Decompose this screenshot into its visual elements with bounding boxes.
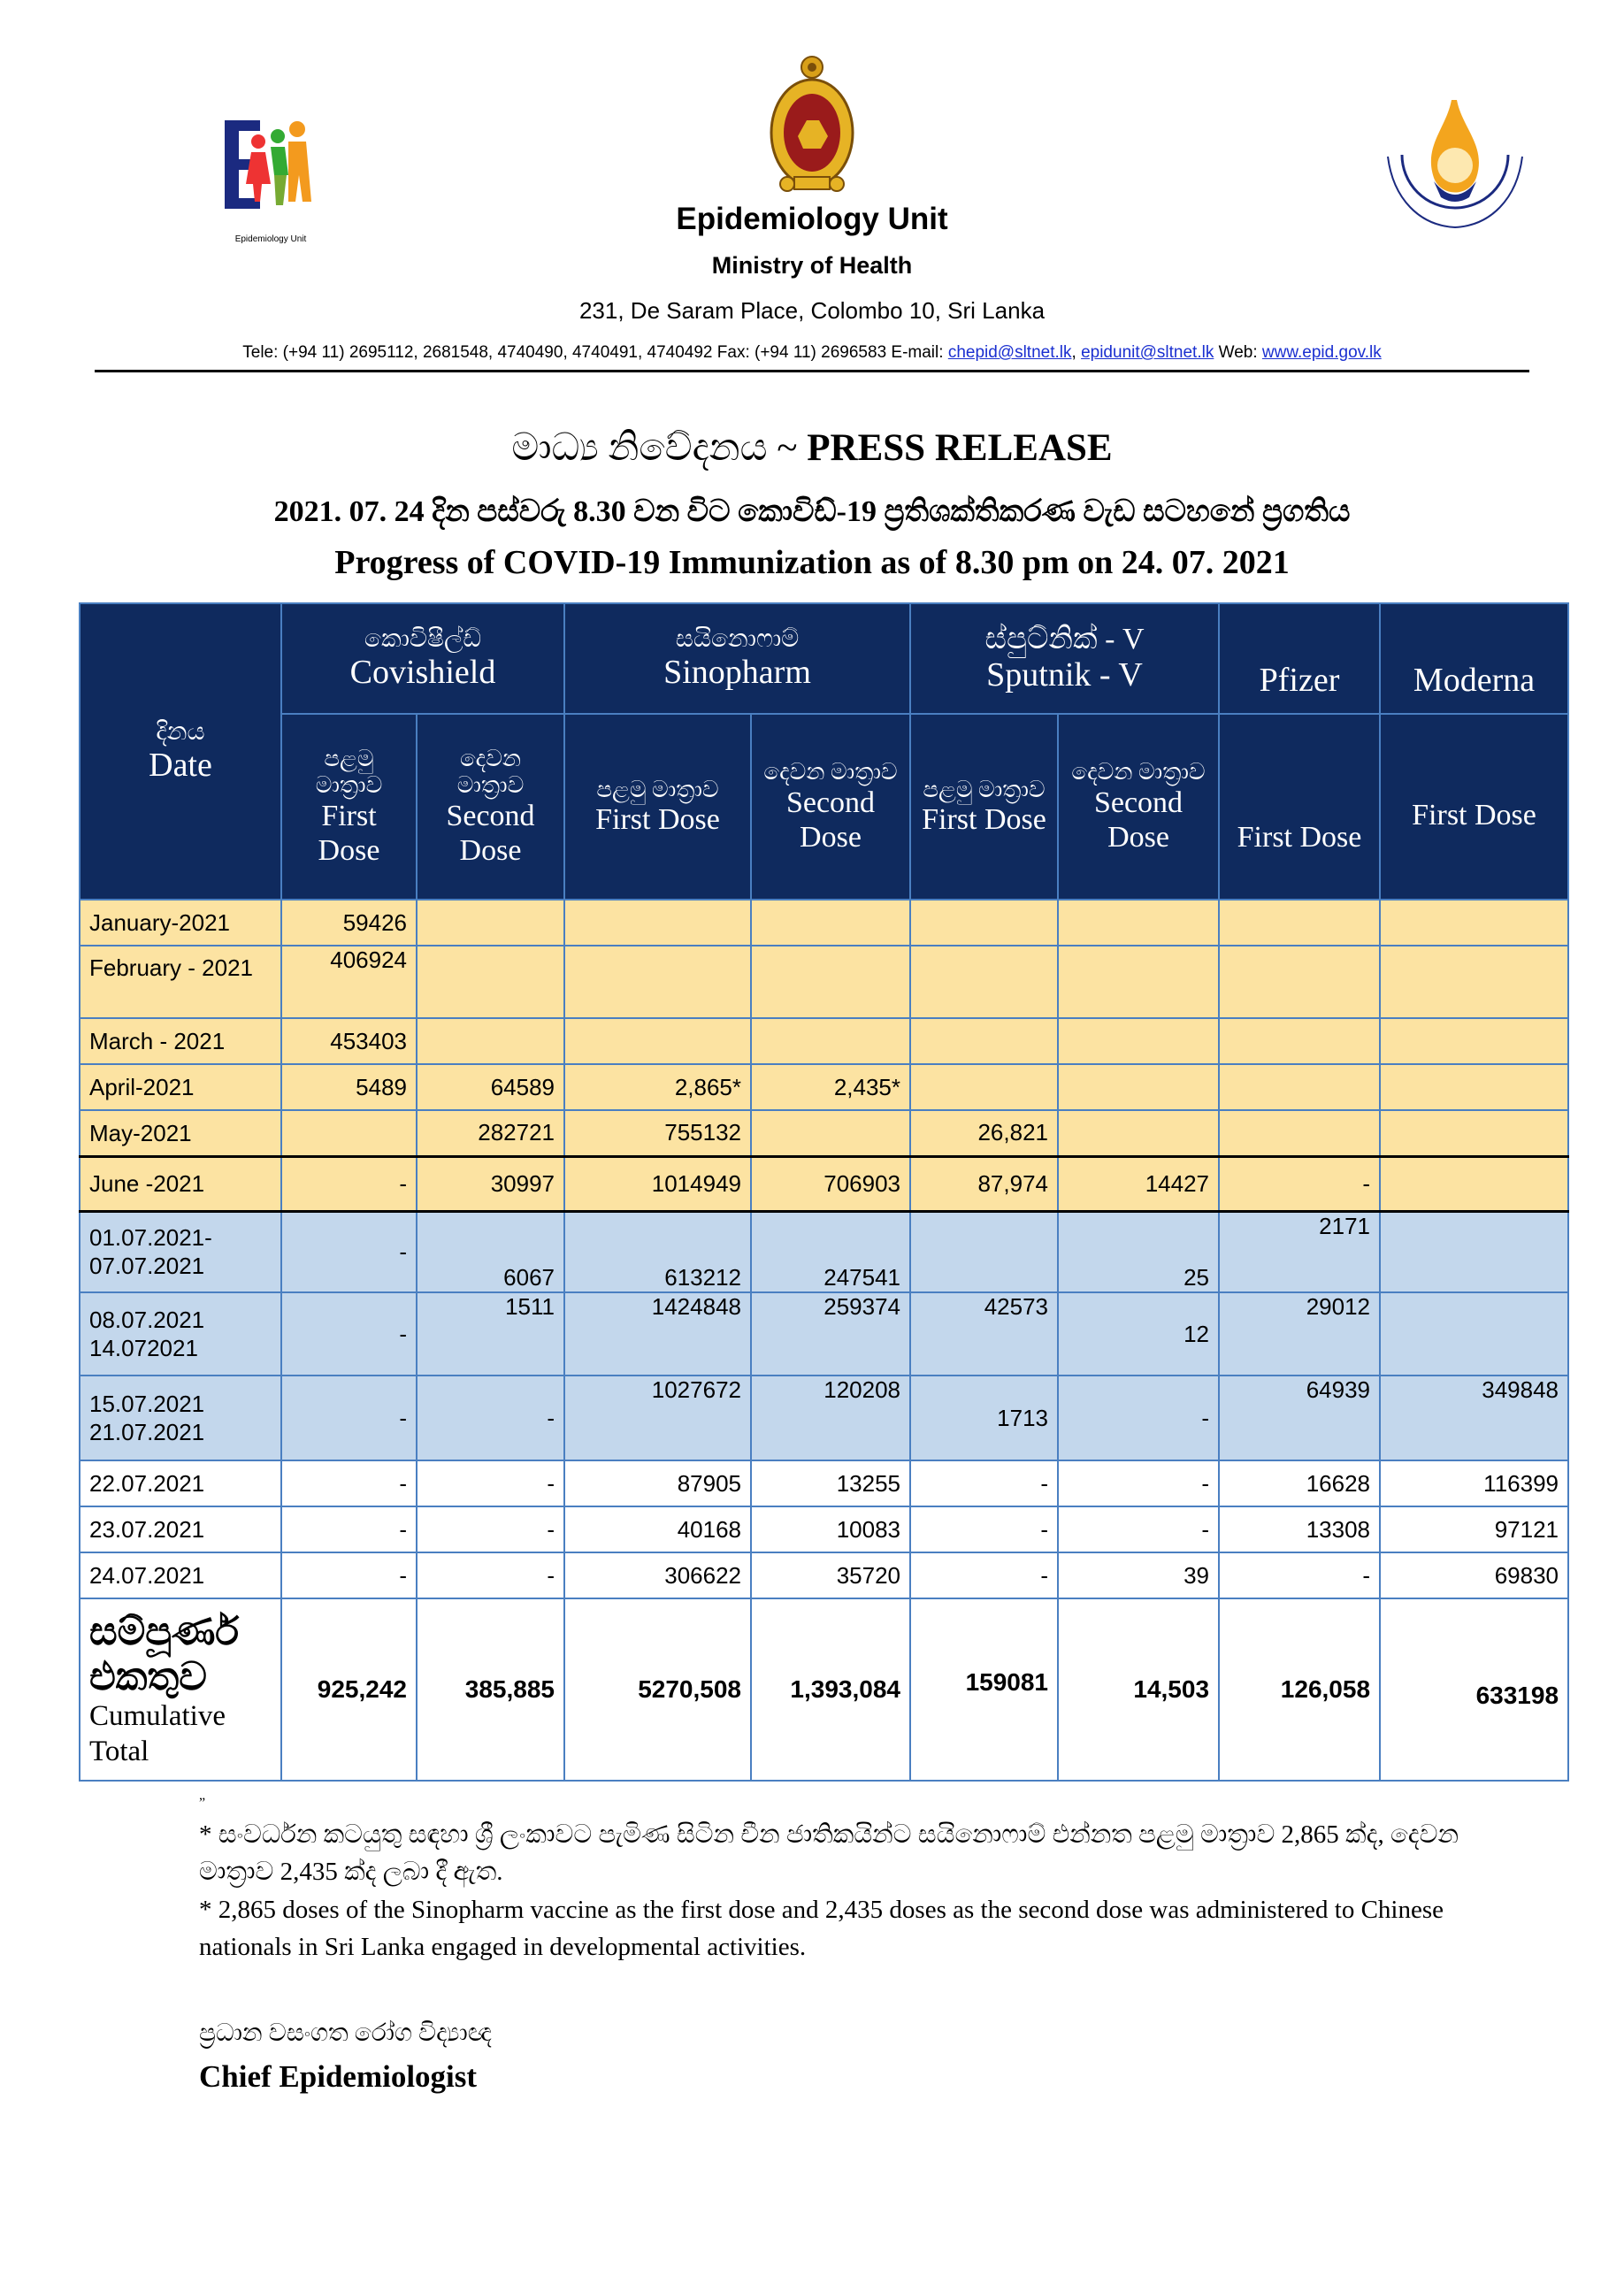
data-cell xyxy=(1380,1110,1568,1156)
cumulative-total-row xyxy=(80,1598,1568,1781)
data-cell: - xyxy=(417,1552,564,1598)
total-cell: 5270,508 xyxy=(564,1598,751,1781)
data-cell: 97121 xyxy=(1380,1506,1568,1552)
data-cell: - xyxy=(281,1376,417,1460)
table-row xyxy=(80,1211,1568,1292)
total-cell: 385,885 xyxy=(417,1598,564,1781)
data-cell: 2171 xyxy=(1219,1211,1380,1292)
row-date: 22.07.2021 xyxy=(80,1460,281,1506)
data-cell: 64589 xyxy=(417,1064,564,1110)
data-cell: 87,974 xyxy=(910,1156,1058,1211)
row-date: 08.07.2021 14.072021 xyxy=(80,1292,281,1376)
data-cell xyxy=(1380,1292,1568,1376)
data-cell: 39 xyxy=(1058,1552,1219,1598)
data-cell: - xyxy=(281,1211,417,1292)
data-cell: 1424848 xyxy=(564,1292,751,1376)
data-cell: 40168 xyxy=(564,1506,751,1552)
data-cell: 13308 xyxy=(1219,1506,1380,1552)
data-cell: 453403 xyxy=(281,1018,417,1064)
data-cell xyxy=(1380,1211,1568,1292)
table-row xyxy=(80,1018,1568,1064)
row-date: February - 2021 xyxy=(80,946,281,1018)
data-cell xyxy=(910,1064,1058,1110)
data-cell xyxy=(1219,1018,1380,1064)
total-label: සම්පූර්ණ එකතුව Cumulative Total xyxy=(80,1598,281,1781)
data-cell: 59426 xyxy=(281,900,417,946)
web-label: Web: xyxy=(1214,343,1262,362)
row-date: March - 2021 xyxy=(80,1018,281,1064)
data-cell xyxy=(564,946,751,1018)
row-date: January-2021 xyxy=(80,900,281,946)
subtitle-sinhala: 2021. 07. 24 දින පස්වරු 8.30 වන විට කොවිඩ්-19 ප්‍රතිශක්තිකරණ වැඩ සටහනේ ප්‍රගතිය xyxy=(273,495,1351,528)
data-cell xyxy=(1219,946,1380,1018)
ministry-name: Ministry of Health xyxy=(711,252,913,279)
sinopharm-second-dose-header: දෙවන මාත්‍රාව Second Dose xyxy=(751,714,910,900)
data-cell: 2,865* xyxy=(564,1064,751,1110)
data-cell: 120208 xyxy=(751,1376,910,1460)
total-cell: 126,058 xyxy=(1219,1598,1380,1781)
email-link-chepid[interactable]: chepid@sltnet.lk xyxy=(947,343,1072,362)
table-row xyxy=(80,1376,1568,1460)
data-cell xyxy=(751,946,910,1018)
data-cell xyxy=(1380,1018,1568,1064)
data-cell: 69830 xyxy=(1380,1552,1568,1598)
row-date: June -2021 xyxy=(80,1156,281,1211)
data-cell: 42573 xyxy=(910,1292,1058,1376)
table-row xyxy=(80,1552,1568,1598)
data-cell xyxy=(910,900,1058,946)
data-cell xyxy=(281,1110,417,1156)
data-cell: - xyxy=(1058,1506,1219,1552)
pfizer-header: Pfizer xyxy=(1219,603,1380,714)
covishield-second-dose-header: දෙවන මාත්‍රාව Second Dose xyxy=(417,714,564,900)
data-cell xyxy=(1058,1064,1219,1110)
data-cell: - xyxy=(281,1292,417,1376)
data-cell xyxy=(564,1018,751,1064)
data-cell xyxy=(417,900,564,946)
address: 231, De Saram Place, Colombo 10, Sri Lanka xyxy=(578,297,1046,324)
press-title-english: PRESS RELEASE xyxy=(807,427,1113,469)
data-cell: 1713 xyxy=(910,1376,1058,1460)
immunization-table xyxy=(79,602,1569,1782)
logo-caption: Epidemiology Unit xyxy=(234,234,307,244)
data-cell: 116399 xyxy=(1380,1460,1568,1506)
sputnik-second-dose-header: දෙවන මාත්‍රාව Second Dose xyxy=(1058,714,1219,900)
data-cell: - xyxy=(1058,1376,1219,1460)
row-date: 15.07.2021 21.07.2021 xyxy=(80,1376,281,1460)
data-cell: - xyxy=(1219,1156,1380,1211)
data-cell: - xyxy=(281,1506,417,1552)
data-cell: 10083 xyxy=(751,1506,910,1552)
sri-lanka-crest xyxy=(768,55,856,198)
signature-english: Chief Epidemiologist xyxy=(199,2059,478,2094)
data-cell xyxy=(1380,1064,1568,1110)
signature-sinhala: ප්‍රධාන වසංගත රෝග විද්‍යාඥ xyxy=(199,2019,492,2047)
footnote-mark: ” xyxy=(199,1796,206,1811)
data-cell: 12 xyxy=(1058,1292,1219,1376)
data-cell: 16628 xyxy=(1219,1460,1380,1506)
total-cell: 633198 xyxy=(1380,1598,1568,1781)
data-cell: 14427 xyxy=(1058,1156,1219,1211)
press-release-title xyxy=(0,426,1624,470)
row-date: April-2021 xyxy=(80,1064,281,1110)
data-cell xyxy=(1219,1064,1380,1110)
data-cell xyxy=(1380,900,1568,946)
data-cell xyxy=(1058,900,1219,946)
data-cell xyxy=(564,900,751,946)
sputnik-header: ස්පුට්නික් - V Sputnik - V xyxy=(910,603,1219,714)
contact-line: Tele: (+94 11) 2695112, 2681548, 4740490, 4740491, 4740492 Fax: (+94 11) 2696583 E-mail: chepid@sltnet.lk, epidunit@sltnet.lk Web: www.epid.gov.lk xyxy=(242,343,1382,362)
data-cell: - xyxy=(417,1376,564,1460)
covishield-header: කොවිෂීල්ඩ් Covishield xyxy=(281,603,564,714)
unit-title: Epidemiology Unit xyxy=(676,202,948,236)
data-cell: - xyxy=(417,1460,564,1506)
sputnik-first-dose-header: පළමු මාත්‍රාව First Dose xyxy=(910,714,1058,900)
table-row xyxy=(80,1110,1568,1156)
data-cell: 259374 xyxy=(751,1292,910,1376)
date-column-header: දිනය Date xyxy=(80,603,281,900)
data-cell: - xyxy=(281,1460,417,1506)
table-row xyxy=(80,946,1568,1018)
data-cell xyxy=(1058,1110,1219,1156)
total-cell: 14,503 xyxy=(1058,1598,1219,1781)
data-cell: 6067 xyxy=(417,1211,564,1292)
data-cell xyxy=(1380,946,1568,1018)
data-cell xyxy=(751,1018,910,1064)
data-cell: 29012 xyxy=(1219,1292,1380,1376)
table-row xyxy=(80,900,1568,946)
data-cell xyxy=(1219,1110,1380,1156)
data-cell: - xyxy=(417,1506,564,1552)
total-cell: 925,242 xyxy=(281,1598,417,1781)
data-cell: 706903 xyxy=(751,1156,910,1211)
subtitle-english: Progress of COVID-19 Immunization as of 8.30 pm on 24. 07. 2021 xyxy=(334,544,1290,581)
data-cell: 1027672 xyxy=(564,1376,751,1460)
data-cell: 5489 xyxy=(281,1064,417,1110)
data-cell: - xyxy=(281,1156,417,1211)
total-cell: 159081 xyxy=(910,1598,1058,1781)
data-cell: 613212 xyxy=(564,1211,751,1292)
row-date: 01.07.2021- 07.07.2021 xyxy=(80,1211,281,1292)
data-cell xyxy=(910,1211,1058,1292)
total-cell: 1,393,084 xyxy=(751,1598,910,1781)
data-cell: 406924 xyxy=(281,946,417,1018)
press-title-sinhala: මාධ්‍ය නිවේදනය ~ xyxy=(511,427,808,469)
footnote-english: * 2,865 doses of the Sinopharm vaccine as the first dose and 2,435 doses as the second dose was administered to Chinese nationals in Sri Lanka engaged in developmental activities. xyxy=(199,1896,1444,1961)
moderna-first-dose-header: First Dose xyxy=(1380,714,1568,900)
data-cell: 30997 xyxy=(417,1156,564,1211)
moderna-header: Moderna xyxy=(1380,603,1568,714)
data-cell: 87905 xyxy=(564,1460,751,1506)
contact-text: Tele: (+94 11) 2695112, 2681548, 4740490, 4740491, 4740492 Fax: (+94 11) 2696583 E-mail: xyxy=(242,343,948,362)
data-cell xyxy=(910,946,1058,1018)
sinopharm-header: සයිනොෆාම් Sinopharm xyxy=(564,603,910,714)
row-date: 23.07.2021 xyxy=(80,1506,281,1552)
data-cell: - xyxy=(281,1552,417,1598)
data-cell xyxy=(910,1018,1058,1064)
data-cell xyxy=(1219,900,1380,946)
data-cell: 1014949 xyxy=(564,1156,751,1211)
data-cell: 1511 xyxy=(417,1292,564,1376)
footnote-sinhala: * සංවර්ධන කටයුතු සඳහා ශ්‍රී ලංකාවට පැමිණ සිටින චීන ජාතිකයින්ට සයිනොෆාම් එන්නත පළමු මාත්‍රාව 2,865 ක්ද, දෙවන මාත්‍රාව 2,435 ක්ද ලබා දී ඇත. xyxy=(199,1820,1459,1886)
data-cell: 306622 xyxy=(564,1552,751,1598)
data-cell: 35720 xyxy=(751,1552,910,1598)
header-divider xyxy=(95,370,1529,372)
table-row xyxy=(80,1156,1568,1211)
data-cell: - xyxy=(1219,1552,1380,1598)
data-cell xyxy=(751,900,910,946)
data-cell xyxy=(751,1110,910,1156)
data-cell: - xyxy=(910,1460,1058,1506)
table-row xyxy=(80,1064,1568,1110)
table-row xyxy=(80,1460,1568,1506)
data-cell: - xyxy=(1058,1460,1219,1506)
data-cell: 349848 xyxy=(1380,1376,1568,1460)
data-cell: 64939 xyxy=(1219,1376,1380,1460)
email-link-epidunit[interactable]: epidunit@sltnet.lk xyxy=(1081,343,1214,362)
data-cell: 26,821 xyxy=(910,1110,1058,1156)
data-cell: - xyxy=(910,1506,1058,1552)
data-cell: 13255 xyxy=(751,1460,910,1506)
pfizer-first-dose-header: First Dose xyxy=(1219,714,1380,900)
data-cell: 247541 xyxy=(751,1211,910,1292)
data-cell: 2,435* xyxy=(751,1064,910,1110)
data-cell: 755132 xyxy=(564,1110,751,1156)
data-cell xyxy=(1380,1156,1568,1211)
table-row xyxy=(80,1292,1568,1376)
website-link[interactable]: www.epid.gov.lk xyxy=(1261,343,1382,362)
data-cell: 25 xyxy=(1058,1211,1219,1292)
data-cell xyxy=(417,946,564,1018)
table-row xyxy=(80,1506,1568,1552)
row-date: 24.07.2021 xyxy=(80,1552,281,1598)
data-cell xyxy=(1058,946,1219,1018)
data-cell xyxy=(417,1018,564,1064)
data-cell xyxy=(1058,1018,1219,1064)
covishield-first-dose-header: පළමු මාත්‍රාව First Dose xyxy=(281,714,417,900)
sinopharm-first-dose-header: පළමු මාත්‍රාව First Dose xyxy=(564,714,751,900)
data-cell: - xyxy=(910,1552,1058,1598)
data-cell: 282721 xyxy=(417,1110,564,1156)
row-date: May-2021 xyxy=(80,1110,281,1156)
